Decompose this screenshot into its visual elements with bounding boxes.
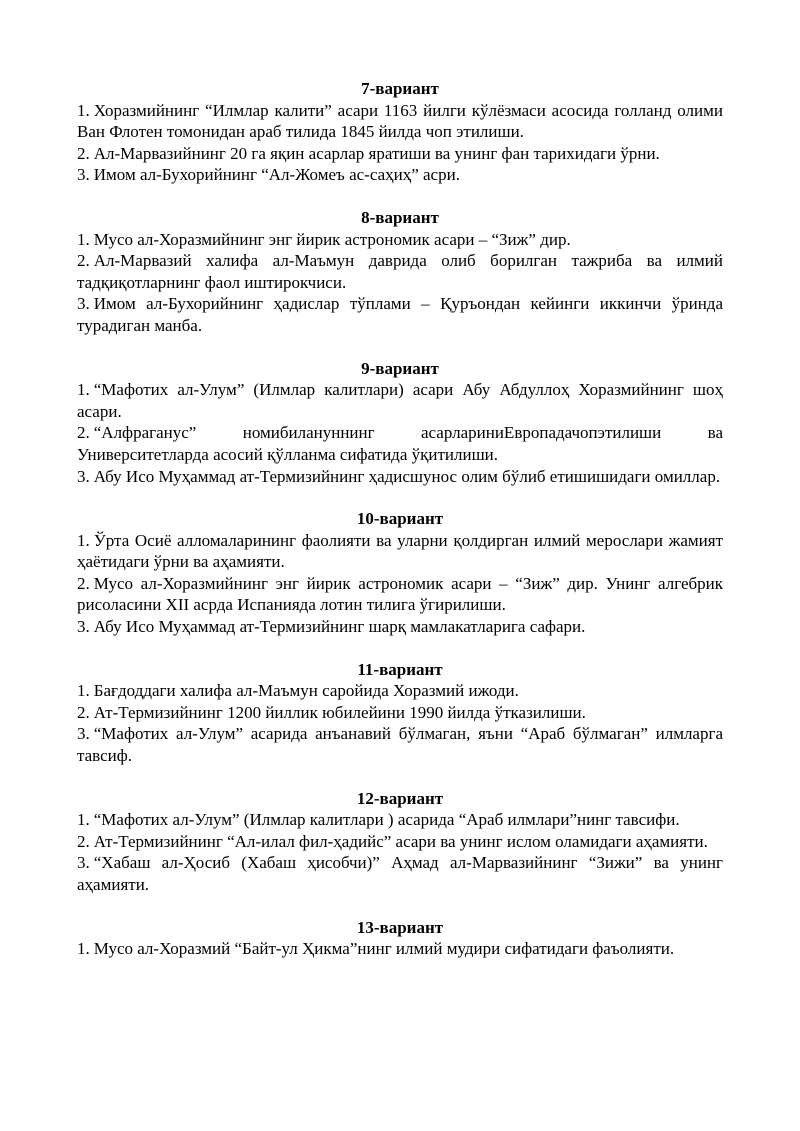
variant-section — [77, 78, 723, 186]
question-item — [77, 938, 723, 960]
question-text: Хоразмийнинг “Илмлар калити” асари 1163 йилги кўлёзмаси асосида голланд олими Ван Флотен томонидан араб тилида 1845 йилда чоп этилиши. — [77, 100, 723, 142]
question-text: Имом ал-Бухорийнинг ҳадислар тўплами – Қуръондан кейинги иккинчи ўринда турадиган манба. — [77, 294, 723, 335]
question-number: 1. — [77, 229, 90, 249]
question-number: 1. — [77, 380, 90, 400]
question-item — [77, 702, 723, 724]
variant-heading: 13-вариант — [356, 917, 444, 937]
question-item — [77, 293, 723, 336]
question-item — [77, 100, 723, 143]
variant-heading: 12-вариант — [356, 788, 444, 808]
question-text: “Хабаш ал-Ҳосиб (Хабаш ҳисобчи)” Аҳмад ал-Марвазийнинг “Зижи” ва унинг аҳамияти. — [77, 853, 723, 894]
variant-heading: 11-вариант — [357, 659, 443, 679]
question-number: 1. — [77, 810, 90, 830]
question-text: Ат-Термизийнинг 1200 йиллик юбилейини 1990 йилда ўтказилиши. — [93, 702, 586, 722]
question-text: Абу Исо Муҳаммад ат-Термизийнинг ҳадисшунос олим бўлиб етишишидаги омиллар. — [93, 466, 721, 486]
question-text: “Алфраганус” номибилануннинг асарлариниЕвропадачопэтилиши ва Университетларда асосий қўлланма сифатида ўқитилиши. — [77, 423, 723, 464]
question-item — [77, 680, 723, 702]
question-item — [77, 723, 723, 766]
question-number: 3. — [77, 466, 90, 486]
question-text: “Мафотих ал-Улум” асарида анъанавий бўлмаган, яъни “Араб бўлмаган” илмларга тавсиф. — [77, 724, 723, 766]
variant-heading: 10-вариант — [356, 509, 444, 529]
question-number: 1. — [77, 100, 90, 120]
question-item — [77, 229, 723, 251]
question-item — [77, 831, 723, 853]
question-number: 2. — [77, 251, 90, 271]
question-text: Имом ал-Бухорийнинг “Ал-Жомеъ ас-саҳиҳ” асри. — [93, 165, 460, 185]
question-number: 1. — [77, 530, 90, 550]
question-number: 1. — [77, 939, 90, 959]
question-number: 2. — [77, 702, 90, 722]
question-number: 1. — [77, 681, 90, 701]
variant-section — [77, 659, 723, 767]
question-text: Мусо ал-Хоразмий “Байт-ул Ҳикма”нинг илмий мудири сифатидаги фаъолияти. — [93, 939, 675, 959]
variant-section — [77, 917, 723, 960]
question-text: “Мафотих ал-Улум” (Илмлар калитлари ) асарида “Араб илмлари”нинг тавсифи. — [93, 810, 680, 830]
question-text: Абу Исо Муҳаммад ат-Термизийнинг шарқ мамлакатларига сафари. — [93, 617, 586, 637]
question-text: Ал-Марвазий халифа ал-Маъмун даврида олиб борилган тажриба ва илмий тадқиқотларнинг фаол иштирокчиси. — [77, 251, 723, 292]
question-item — [77, 852, 723, 895]
variant-section — [77, 358, 723, 488]
variant-heading: 7-вариант — [361, 79, 439, 98]
question-text: Бағдоддаги халифа ал-Маъмун саройида Хоразмий ижоди. — [93, 681, 519, 701]
question-text: Мусо ал-Хоразмийнинг энг йирик астрономик асари – “Зиж” дир. Унинг алгебрик рисоласини XII асрда Испанияда лотин тилига ўгирилиши. — [77, 573, 723, 615]
variant-section — [77, 788, 723, 896]
question-number: 3. — [77, 294, 90, 314]
variant-heading: 8-вариант — [361, 207, 439, 227]
question-text: Мусо ал-Хоразмийнинг энг йирик астрономик асари – “Зиж” дир. — [93, 229, 571, 249]
question-item — [77, 616, 723, 638]
question-text: “Мафотих ал-Улум” (Илмлар калитлари) асари Абу Абдуллоҳ Хоразмийнинг шоҳ асари. — [77, 380, 723, 421]
variant-section — [77, 508, 723, 638]
question-number: 2. — [77, 573, 90, 593]
question-number: 2. — [77, 423, 90, 443]
question-number: 3. — [77, 724, 90, 744]
question-number: 2. — [77, 143, 90, 163]
question-number: 3. — [77, 165, 90, 185]
question-item — [77, 250, 723, 293]
question-item — [77, 573, 723, 616]
question-text: Ал-Марвазийнинг 20 га яқин асарлар яратиши ва унинг фан тарихидаги ўрни. — [93, 143, 660, 163]
question-item — [77, 379, 723, 422]
question-item — [77, 530, 723, 573]
question-item — [77, 164, 723, 186]
question-item — [77, 809, 723, 831]
question-text: Ат-Термизийнинг “Ал-илал фил-ҳадийс” асари ва унинг ислом оламидаги аҳамияти. — [93, 831, 708, 851]
variant-heading: 9-вариант — [361, 358, 439, 378]
document-page — [77, 78, 723, 981]
question-number: 3. — [77, 617, 90, 637]
question-number: 3. — [77, 853, 90, 873]
question-item — [77, 143, 723, 165]
question-item — [77, 422, 723, 465]
question-item — [77, 466, 723, 488]
variant-section — [77, 207, 723, 337]
question-number: 2. — [77, 831, 90, 851]
question-text: Ўрта Осиё алломаларининг фаолияти ва уларни қолдирган илмий мерослари жамият ҳаётидаги ўрни ва аҳамияти. — [77, 530, 723, 572]
